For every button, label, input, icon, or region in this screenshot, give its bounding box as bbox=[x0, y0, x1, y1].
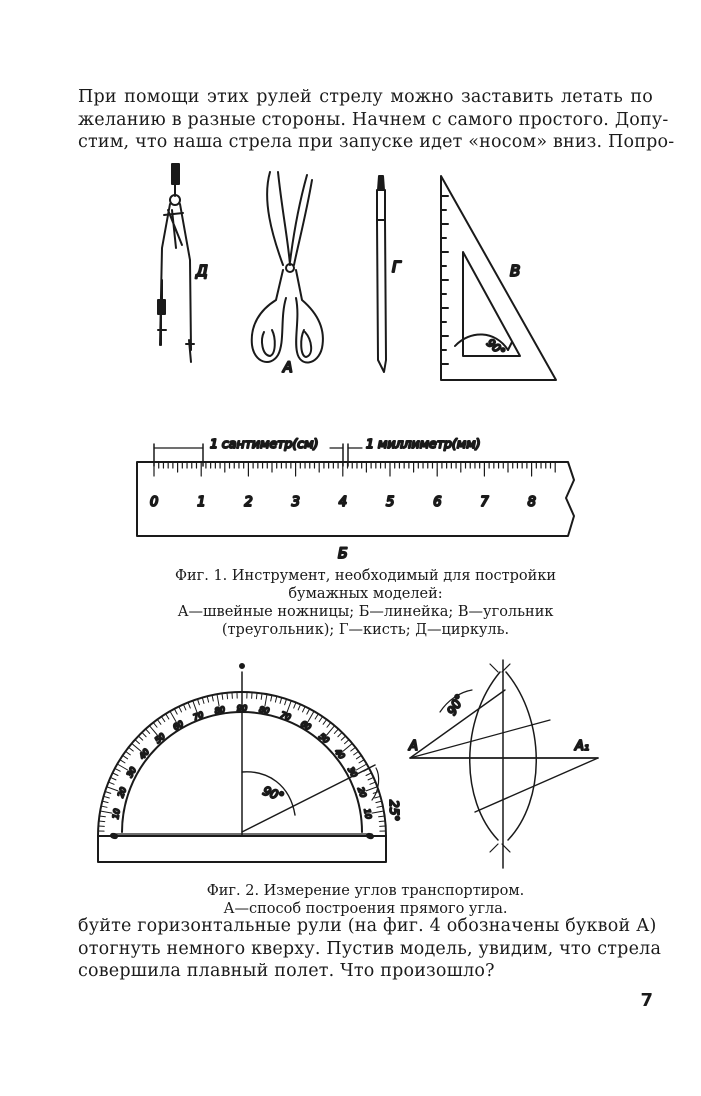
ruler-number: 5 bbox=[386, 495, 395, 510]
protractor-tick bbox=[368, 777, 373, 779]
protractor-tick bbox=[271, 695, 272, 701]
text-line: совершила плавный полет. Что произошло? bbox=[78, 961, 495, 981]
protractor-tick bbox=[366, 773, 371, 776]
protractor-tick bbox=[294, 702, 296, 708]
protractor-tick bbox=[372, 811, 384, 813]
caption-line: Фиг. 2. Измерение углов транспортиром. bbox=[206, 883, 525, 899]
text-line: стим, что наша стрела при запуске идет «носом» вниз. Попро- bbox=[78, 132, 675, 152]
protractor-tick bbox=[319, 717, 322, 722]
protractor-tick bbox=[338, 732, 342, 736]
caption-line: (треугольник); Г—кисть; Д—циркуль. bbox=[221, 622, 510, 638]
protractor-number: 70 bbox=[192, 710, 205, 723]
protractor-tick bbox=[132, 743, 141, 751]
ruler-number: 3 bbox=[291, 495, 300, 510]
protractor-angle-25: 25° bbox=[387, 800, 401, 822]
ruler-numbers bbox=[150, 495, 536, 510]
protractor-tick bbox=[146, 729, 150, 733]
protractor-number: 10 bbox=[362, 808, 373, 820]
text-line: буйте горизонтальные рули (на фиг. 4 обозначены буквой А) bbox=[78, 916, 657, 936]
protractor-tick bbox=[135, 740, 139, 744]
protractor-tick bbox=[376, 801, 382, 802]
protractor-tick bbox=[298, 704, 300, 709]
protractor-tick bbox=[302, 707, 305, 712]
protractor-tick bbox=[375, 796, 381, 798]
triangle-angle-label: 90° bbox=[484, 336, 508, 359]
protractor-tick bbox=[110, 777, 115, 779]
protractor-tick bbox=[179, 707, 182, 712]
protractor-tick bbox=[227, 693, 228, 699]
protractor-tick bbox=[356, 764, 366, 770]
point-a-label: А bbox=[409, 739, 418, 754]
protractor-number: 90 bbox=[236, 704, 248, 713]
protractor-number: 60 bbox=[299, 719, 313, 733]
construction-angle-label: 90° bbox=[444, 692, 468, 718]
protractor-tick bbox=[105, 792, 111, 794]
protractor-tick bbox=[377, 806, 383, 807]
protractor-tick bbox=[99, 821, 105, 822]
figure1-caption bbox=[78, 567, 653, 639]
protractor-tick bbox=[188, 702, 190, 708]
ruler-number: 4 bbox=[338, 495, 348, 510]
protractor-number: 60 bbox=[171, 719, 185, 733]
protractor-tick bbox=[149, 726, 157, 735]
protractor-tick bbox=[102, 801, 108, 802]
text-line: При помощи этих рулей стрелу можно заставить летать по bbox=[78, 87, 653, 107]
protractor-tick bbox=[129, 747, 134, 751]
protractor-tick bbox=[123, 755, 128, 758]
protractor-angle-90: 90° bbox=[260, 783, 286, 805]
protractor-tick bbox=[285, 699, 287, 705]
protractor-tick bbox=[379, 821, 385, 822]
protractor-tick bbox=[308, 711, 314, 721]
protractor-tick bbox=[117, 764, 127, 770]
scissors-icon bbox=[252, 172, 323, 363]
protractor-tick bbox=[108, 782, 114, 784]
ruler-icon bbox=[137, 444, 574, 536]
ruler-label: Б bbox=[338, 546, 348, 562]
protractor-tick bbox=[217, 694, 219, 706]
protractor-tick bbox=[142, 732, 146, 736]
protractor-tick bbox=[100, 811, 112, 813]
protractor-number: 70 bbox=[279, 710, 292, 723]
protractor-tick bbox=[323, 720, 327, 725]
protractor-number: 0 bbox=[365, 833, 374, 839]
point-a1-label: А₁ bbox=[575, 739, 590, 754]
protractor-tick bbox=[193, 701, 197, 712]
protractor-tick bbox=[343, 743, 352, 751]
protractor-tick bbox=[202, 698, 204, 704]
protractor-tick bbox=[120, 760, 125, 763]
ruler-number: 0 bbox=[150, 495, 159, 510]
protractor-number: 30 bbox=[345, 765, 359, 779]
protractor-tick bbox=[115, 768, 120, 771]
protractor-tick bbox=[366, 787, 377, 791]
protractor-tick bbox=[113, 773, 118, 776]
protractor-tick bbox=[345, 740, 349, 744]
protractor-tick bbox=[327, 726, 335, 735]
protractor-number: 40 bbox=[332, 747, 347, 761]
protractor-tick bbox=[126, 751, 131, 755]
protractor-tick bbox=[351, 747, 356, 751]
protractor-tick bbox=[107, 787, 118, 791]
paragraph-bottom bbox=[78, 915, 662, 983]
caption-line: Фиг. 1. Инструмент, необходимый для постройки bbox=[174, 568, 557, 584]
caption-line: бумажных моделей: bbox=[288, 586, 443, 602]
protractor-tick bbox=[265, 694, 267, 706]
protractor-tick bbox=[138, 736, 142, 740]
protractor-tick bbox=[275, 696, 276, 702]
protractor-number: 0 bbox=[110, 833, 119, 839]
protractor-tick bbox=[170, 711, 176, 721]
text-line: отогнуть немного кверху. Пустив модель, увидим, что стрела bbox=[78, 938, 662, 959]
caption-line: А—способ построения прямого угла. bbox=[223, 901, 508, 917]
protractor-tick bbox=[334, 729, 338, 733]
protractor-number: 50 bbox=[317, 731, 331, 746]
ruler-mm-label: 1 миллиметр(мм) bbox=[366, 436, 481, 451]
protractor-tick bbox=[198, 699, 200, 705]
text-line: желанию в разные стороны. Начнем с самого простого. Допу- bbox=[78, 109, 669, 130]
protractor-icon bbox=[98, 664, 386, 862]
protractor-tick bbox=[207, 696, 208, 702]
brush-icon bbox=[377, 176, 386, 372]
ruler-number: 6 bbox=[433, 495, 442, 510]
figure2-caption bbox=[78, 882, 653, 918]
triangle-label: В bbox=[510, 262, 521, 280]
construction-icon bbox=[410, 660, 598, 868]
protractor-tick bbox=[256, 693, 257, 699]
protractor-tick bbox=[341, 736, 345, 740]
protractor-number: 80 bbox=[214, 705, 226, 716]
protractor-number: 30 bbox=[125, 765, 139, 779]
protractor-tick bbox=[370, 782, 376, 784]
compass-icon bbox=[158, 164, 194, 362]
page-number: 7 bbox=[640, 990, 653, 1011]
protractor-tick bbox=[354, 751, 359, 755]
protractor-tick bbox=[287, 701, 291, 712]
protractor-number: 20 bbox=[116, 786, 129, 799]
ruler-number: 7 bbox=[480, 495, 489, 510]
protractor-number: 80 bbox=[258, 705, 270, 716]
protractor-tick bbox=[315, 714, 318, 719]
compass-label: Д bbox=[196, 262, 208, 280]
protractor-tick bbox=[280, 698, 282, 704]
protractor-tick bbox=[307, 709, 310, 714]
caption-line: А—швейные ножницы; Б—линейка; В—угольник bbox=[177, 604, 554, 620]
protractor-tick bbox=[327, 723, 331, 728]
protractor-number: 40 bbox=[137, 747, 152, 761]
protractor-tick bbox=[359, 760, 364, 763]
protractor-tick bbox=[153, 723, 157, 728]
brush-label: Г bbox=[392, 258, 401, 276]
protractor-number: 50 bbox=[153, 731, 167, 746]
protractor-tick bbox=[101, 806, 107, 807]
scissors-label: А bbox=[283, 360, 293, 376]
protractor-tick bbox=[157, 720, 161, 725]
ruler-number: 8 bbox=[527, 495, 536, 510]
protractor-tick bbox=[161, 717, 164, 722]
protractor-tick bbox=[174, 709, 177, 714]
ruler-cm-label: 1 сантиметр(см) bbox=[210, 436, 319, 451]
ruler-number: 2 bbox=[244, 495, 253, 510]
ruler-number: 1 bbox=[197, 495, 206, 510]
protractor-tick bbox=[183, 704, 185, 709]
protractor-tick bbox=[356, 755, 361, 758]
protractor-number: 10 bbox=[111, 808, 122, 820]
protractor-tick bbox=[104, 796, 110, 798]
protractor-tick bbox=[166, 714, 169, 719]
protractor-tick bbox=[212, 695, 213, 701]
protractor-number: 20 bbox=[355, 786, 368, 799]
